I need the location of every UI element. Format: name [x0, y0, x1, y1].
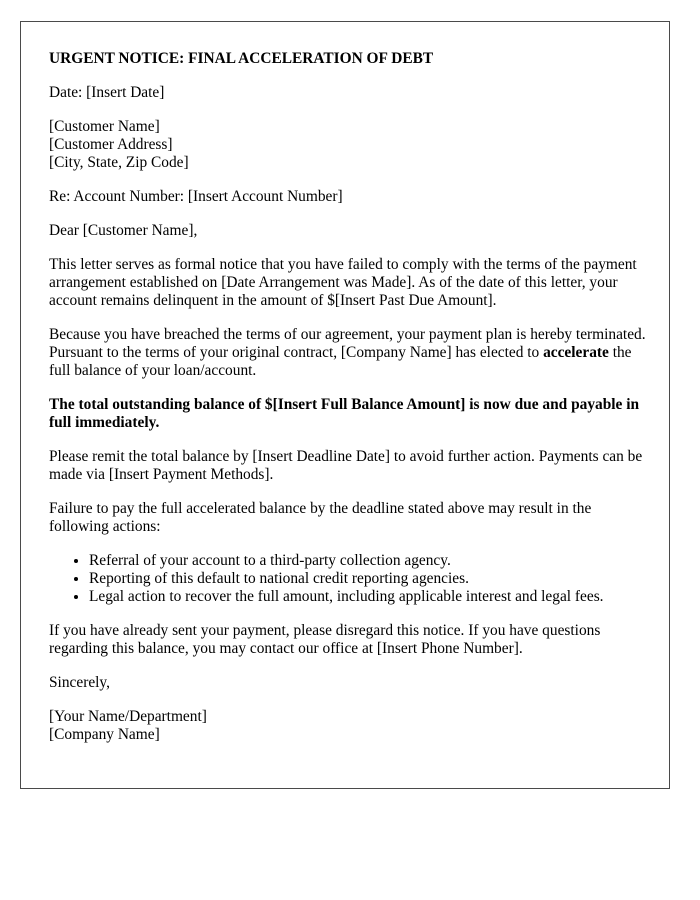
acceleration-emphasis: accelerate: [543, 344, 609, 361]
recipient-city-state-zip: [City, State, Zip Code]: [49, 154, 189, 171]
paragraph-noncompliance: This letter serves as formal notice that you have failed to comply with the terms of the payment arrangement established on [Date Arrangement was Made]. As of the date of this letter, your account remains delinquent in the amount of $[Insert Past Due Amount].: [49, 256, 637, 309]
list-item: • Referral of your account to a third-party collection agency.: [89, 552, 649, 570]
balance-due-statement: The total outstanding balance of $[Insert Full Balance Amount] is now due and payable in full immediately.: [49, 396, 640, 431]
acceleration-text-after: the full balance of your loan/account.: [49, 344, 632, 379]
letter-title: URGENT NOTICE: FINAL ACCELERATION OF DEBT: [49, 50, 434, 67]
recipient-name: [Customer Name]: [49, 118, 160, 135]
closing: Sincerely,: [49, 674, 110, 691]
salutation: Dear [Customer Name],: [49, 222, 198, 239]
re-line: Re: Account Number: [Insert Account Number]: [49, 188, 343, 205]
acceleration-text-before: Because you have breached the terms of our agreement, your payment plan is hereby terminated. Pursuant to the terms of your original contract, [Company Name] has elected to: [49, 326, 646, 361]
list-item: • Reporting of this default to national credit reporting agencies.: [89, 570, 649, 588]
date-line: Date: [Insert Date]: [49, 84, 165, 101]
paragraph-disregard: If you have already sent your payment, please disregard this notice. If you have questions regarding this balance, you may contact our office at [Insert Phone Number].: [49, 622, 601, 657]
paragraph-remit: Please remit the total balance by [Insert Deadline Date] to avoid further action. Payments can be made via [Insert Payment Methods].: [49, 448, 643, 483]
signature-company: [Company Name]: [49, 726, 160, 743]
signature-name: [Your Name/Department]: [49, 708, 207, 725]
paragraph-acceleration: [49, 326, 649, 380]
recipient-block: [49, 118, 649, 172]
paragraph-consequences: Failure to pay the full accelerated balance by the deadline stated above may result in the following actions:: [49, 500, 592, 535]
letter-page: [20, 21, 670, 789]
recipient-address: [Customer Address]: [49, 136, 173, 153]
signature-block: [49, 708, 649, 744]
actions-list: [49, 552, 649, 606]
list-item: • Legal action to recover the full amount, including applicable interest and legal fees.: [89, 588, 649, 606]
